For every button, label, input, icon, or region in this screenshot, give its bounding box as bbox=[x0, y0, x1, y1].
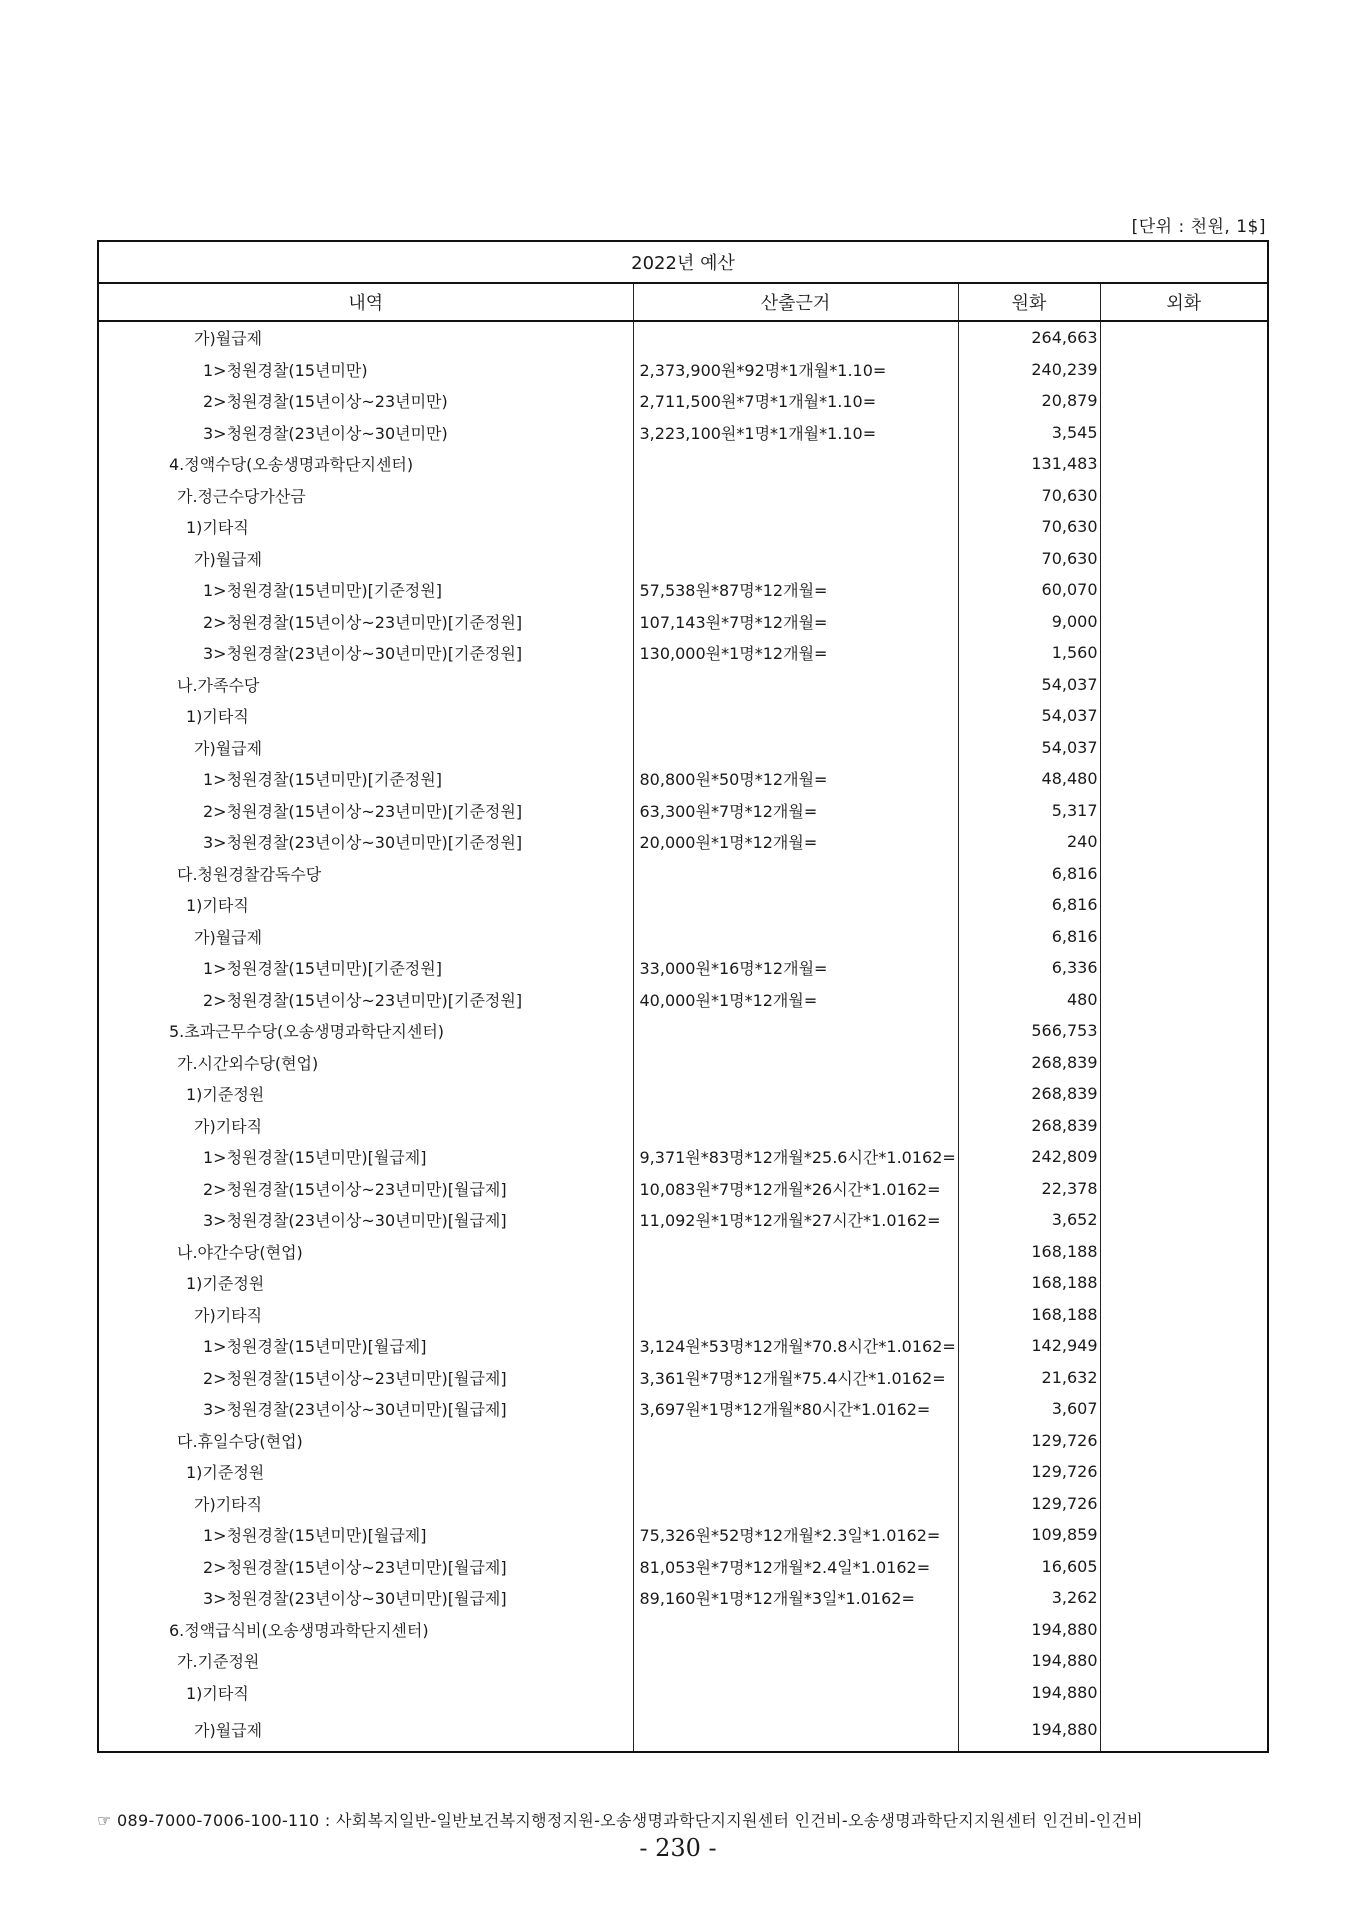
foreign-cell bbox=[1100, 1267, 1268, 1299]
budget-table bbox=[97, 240, 1269, 1753]
item-cell: 2>청원경찰(15년이상~23년미만)[월급제] bbox=[98, 1551, 633, 1583]
basis-cell bbox=[633, 889, 958, 921]
foreign-cell bbox=[1100, 385, 1268, 417]
krw-cell: 3,607 bbox=[958, 1393, 1100, 1425]
krw-cell: 194,880 bbox=[958, 1614, 1100, 1646]
krw-cell: 194,880 bbox=[958, 1708, 1100, 1752]
item-cell: 3>청원경찰(23년이상~30년미만)[기준정원] bbox=[98, 637, 633, 669]
foreign-cell bbox=[1100, 606, 1268, 638]
table-row bbox=[98, 1173, 1268, 1205]
item-cell: 1>청원경찰(15년미만)[월급제] bbox=[98, 1330, 633, 1362]
foreign-cell bbox=[1100, 543, 1268, 575]
foreign-cell bbox=[1100, 1393, 1268, 1425]
basis-cell bbox=[633, 921, 958, 953]
table-row bbox=[98, 448, 1268, 480]
table-row bbox=[98, 1519, 1268, 1551]
foreign-cell bbox=[1100, 763, 1268, 795]
table-row bbox=[98, 1645, 1268, 1677]
foreign-cell bbox=[1100, 354, 1268, 386]
basis-cell: 80,800원*50명*12개월= bbox=[633, 763, 958, 795]
foreign-cell bbox=[1100, 1645, 1268, 1677]
item-cell: 1>청원경찰(15년미만)[기준정원] bbox=[98, 574, 633, 606]
foreign-cell bbox=[1100, 1582, 1268, 1614]
basis-cell bbox=[633, 858, 958, 890]
foreign-cell bbox=[1100, 1141, 1268, 1173]
table-row bbox=[98, 1614, 1268, 1646]
basis-cell: 2,711,500원*7명*1개월*1.10= bbox=[633, 385, 958, 417]
foreign-cell bbox=[1100, 1708, 1268, 1752]
item-cell: 2>청원경찰(15년이상~23년미만)[기준정원] bbox=[98, 606, 633, 638]
foreign-cell bbox=[1100, 1330, 1268, 1362]
foreign-cell bbox=[1100, 1425, 1268, 1457]
table-row bbox=[98, 321, 1268, 354]
table-row bbox=[98, 1299, 1268, 1331]
basis-cell: 2,373,900원*92명*1개월*1.10= bbox=[633, 354, 958, 386]
krw-cell: 21,632 bbox=[958, 1362, 1100, 1394]
item-cell: 1)기타직 bbox=[98, 700, 633, 732]
foreign-cell bbox=[1100, 417, 1268, 449]
krw-cell: 480 bbox=[958, 984, 1100, 1016]
table-row bbox=[98, 354, 1268, 386]
basis-cell: 81,053원*7명*12개월*2.4일*1.0162= bbox=[633, 1551, 958, 1583]
basis-cell bbox=[633, 1425, 958, 1457]
basis-cell: 3,697원*1명*12개월*80시간*1.0162= bbox=[633, 1393, 958, 1425]
item-cell: 3>청원경찰(23년이상~30년미만) bbox=[98, 417, 633, 449]
item-cell: 3>청원경찰(23년이상~30년미만)[월급제] bbox=[98, 1582, 633, 1614]
krw-cell: 20,879 bbox=[958, 385, 1100, 417]
item-cell: 1>청원경찰(15년미만)[기준정원] bbox=[98, 952, 633, 984]
basis-cell: 33,000원*16명*12개월= bbox=[633, 952, 958, 984]
item-cell: 2>청원경찰(15년이상~23년미만)[기준정원] bbox=[98, 984, 633, 1016]
foreign-cell bbox=[1100, 448, 1268, 480]
item-cell: 3>청원경찰(23년이상~30년미만)[월급제] bbox=[98, 1393, 633, 1425]
basis-cell: 11,092원*1명*12개월*27시간*1.0162= bbox=[633, 1204, 958, 1236]
item-cell: 가)월급제 bbox=[98, 543, 633, 575]
basis-cell bbox=[633, 1047, 958, 1079]
column-header-krw: 원화 bbox=[958, 283, 1100, 321]
item-cell: 5.초과근무수당(오송생명과학단지센터) bbox=[98, 1015, 633, 1047]
basis-cell: 3,361원*7명*12개월*75.4시간*1.0162= bbox=[633, 1362, 958, 1394]
item-cell: 나.가족수당 bbox=[98, 669, 633, 701]
basis-cell bbox=[633, 1456, 958, 1488]
foreign-cell bbox=[1100, 1614, 1268, 1646]
column-header-foreign: 외화 bbox=[1100, 283, 1268, 321]
krw-cell: 129,726 bbox=[958, 1488, 1100, 1520]
foreign-cell bbox=[1100, 795, 1268, 827]
table-row bbox=[98, 637, 1268, 669]
krw-cell: 131,483 bbox=[958, 448, 1100, 480]
basis-cell bbox=[633, 1299, 958, 1331]
basis-cell: 107,143원*7명*12개월= bbox=[633, 606, 958, 638]
table-row bbox=[98, 1551, 1268, 1583]
krw-cell: 6,336 bbox=[958, 952, 1100, 984]
table-row bbox=[98, 889, 1268, 921]
krw-cell: 168,188 bbox=[958, 1267, 1100, 1299]
krw-cell: 109,859 bbox=[958, 1519, 1100, 1551]
basis-cell: 57,538원*87명*12개월= bbox=[633, 574, 958, 606]
basis-cell bbox=[633, 732, 958, 764]
item-cell: 가)월급제 bbox=[98, 921, 633, 953]
krw-cell: 268,839 bbox=[958, 1110, 1100, 1142]
krw-cell: 129,726 bbox=[958, 1425, 1100, 1457]
table-row bbox=[98, 511, 1268, 543]
basis-cell bbox=[633, 1236, 958, 1268]
krw-cell: 3,652 bbox=[958, 1204, 1100, 1236]
krw-cell: 168,188 bbox=[958, 1299, 1100, 1331]
basis-cell: 3,223,100원*1명*1개월*1.10= bbox=[633, 417, 958, 449]
foreign-cell bbox=[1100, 1110, 1268, 1142]
item-cell: 2>청원경찰(15년이상~23년미만) bbox=[98, 385, 633, 417]
foreign-cell bbox=[1100, 574, 1268, 606]
item-cell: 가.시간외수당(현업) bbox=[98, 1047, 633, 1079]
table-body bbox=[98, 321, 1268, 1752]
krw-cell: 48,480 bbox=[958, 763, 1100, 795]
table-row bbox=[98, 1677, 1268, 1709]
basis-cell bbox=[633, 1267, 958, 1299]
table-row bbox=[98, 984, 1268, 1016]
table-row bbox=[98, 385, 1268, 417]
table-row bbox=[98, 543, 1268, 575]
krw-cell: 70,630 bbox=[958, 511, 1100, 543]
basis-cell: 75,326원*52명*12개월*2.3일*1.0162= bbox=[633, 1519, 958, 1551]
krw-cell: 9,000 bbox=[958, 606, 1100, 638]
item-cell: 1)기타직 bbox=[98, 889, 633, 921]
krw-cell: 6,816 bbox=[958, 921, 1100, 953]
table-row bbox=[98, 1425, 1268, 1457]
foreign-cell bbox=[1100, 511, 1268, 543]
foreign-cell bbox=[1100, 321, 1268, 354]
krw-cell: 268,839 bbox=[958, 1047, 1100, 1079]
basis-cell: 40,000원*1명*12개월= bbox=[633, 984, 958, 1016]
item-cell: 3>청원경찰(23년이상~30년미만)[월급제] bbox=[98, 1204, 633, 1236]
foreign-cell bbox=[1100, 984, 1268, 1016]
unit-label: [단위 : 천원, 1$] bbox=[1131, 217, 1266, 237]
item-cell: 가.정근수당가산금 bbox=[98, 480, 633, 512]
krw-cell: 194,880 bbox=[958, 1645, 1100, 1677]
krw-cell: 129,726 bbox=[958, 1456, 1100, 1488]
item-cell: 가)기타직 bbox=[98, 1299, 633, 1331]
table-row bbox=[98, 1488, 1268, 1520]
basis-cell: 3,124원*53명*12개월*70.8시간*1.0162= bbox=[633, 1330, 958, 1362]
table-row bbox=[98, 1456, 1268, 1488]
basis-cell bbox=[633, 700, 958, 732]
basis-cell bbox=[633, 1645, 958, 1677]
foreign-cell bbox=[1100, 669, 1268, 701]
table-row bbox=[98, 1110, 1268, 1142]
krw-cell: 268,839 bbox=[958, 1078, 1100, 1110]
item-cell: 가)기타직 bbox=[98, 1110, 633, 1142]
basis-cell: 9,371원*83명*12개월*25.6시간*1.0162= bbox=[633, 1141, 958, 1173]
krw-cell: 54,037 bbox=[958, 700, 1100, 732]
item-cell: 가.기준정원 bbox=[98, 1645, 633, 1677]
foreign-cell bbox=[1100, 1047, 1268, 1079]
basis-cell bbox=[633, 1614, 958, 1646]
krw-cell: 240,239 bbox=[958, 354, 1100, 386]
foreign-cell bbox=[1100, 858, 1268, 890]
item-cell: 2>청원경찰(15년이상~23년미만)[기준정원] bbox=[98, 795, 633, 827]
table-row bbox=[98, 826, 1268, 858]
item-cell: 1)기준정원 bbox=[98, 1456, 633, 1488]
item-cell: 1>청원경찰(15년미만)[월급제] bbox=[98, 1141, 633, 1173]
basis-cell: 63,300원*7명*12개월= bbox=[633, 795, 958, 827]
foreign-cell bbox=[1100, 1362, 1268, 1394]
item-cell: 1>청원경찰(15년미만)[월급제] bbox=[98, 1519, 633, 1551]
table-row bbox=[98, 700, 1268, 732]
krw-cell: 54,037 bbox=[958, 669, 1100, 701]
krw-cell: 5,317 bbox=[958, 795, 1100, 827]
item-cell: 1)기준정원 bbox=[98, 1078, 633, 1110]
foreign-cell bbox=[1100, 480, 1268, 512]
krw-cell: 142,949 bbox=[958, 1330, 1100, 1362]
krw-cell: 194,880 bbox=[958, 1677, 1100, 1709]
table-row bbox=[98, 480, 1268, 512]
basis-cell bbox=[633, 1677, 958, 1709]
item-cell: 1>청원경찰(15년미만) bbox=[98, 354, 633, 386]
table-row bbox=[98, 952, 1268, 984]
krw-cell: 168,188 bbox=[958, 1236, 1100, 1268]
table-row bbox=[98, 417, 1268, 449]
table-row bbox=[98, 1204, 1268, 1236]
foreign-cell bbox=[1100, 1015, 1268, 1047]
foreign-cell bbox=[1100, 1236, 1268, 1268]
basis-cell bbox=[633, 1488, 958, 1520]
basis-cell bbox=[633, 480, 958, 512]
basis-cell bbox=[633, 448, 958, 480]
table-row bbox=[98, 669, 1268, 701]
basis-cell bbox=[633, 321, 958, 354]
item-cell: 1)기타직 bbox=[98, 1677, 633, 1709]
table-row bbox=[98, 763, 1268, 795]
basis-cell bbox=[633, 543, 958, 575]
krw-cell: 70,630 bbox=[958, 480, 1100, 512]
foreign-cell bbox=[1100, 1456, 1268, 1488]
item-cell: 가)기타직 bbox=[98, 1488, 633, 1520]
table-row bbox=[98, 1582, 1268, 1614]
basis-cell bbox=[633, 1015, 958, 1047]
item-cell: 가)월급제 bbox=[98, 732, 633, 764]
krw-cell: 3,262 bbox=[958, 1582, 1100, 1614]
item-cell: 나.야간수당(현업) bbox=[98, 1236, 633, 1268]
basis-cell: 89,160원*1명*12개월*3일*1.0162= bbox=[633, 1582, 958, 1614]
item-cell: 다.휴일수당(현업) bbox=[98, 1425, 633, 1457]
foreign-cell bbox=[1100, 921, 1268, 953]
krw-cell: 240 bbox=[958, 826, 1100, 858]
item-cell: 가)월급제 bbox=[98, 1708, 633, 1752]
item-cell: 3>청원경찰(23년이상~30년미만)[기준정원] bbox=[98, 826, 633, 858]
account-code-note: ☞ 089-7000-7006-100-110 : 사회복지일반-일반보건복지행정지원-오송생명과학단지지원센터 인건비-오송생명과학단지지원센터 인건비-인건비 bbox=[97, 1811, 1144, 1830]
table-row bbox=[98, 795, 1268, 827]
table-row bbox=[98, 1015, 1268, 1047]
basis-cell: 20,000원*1명*12개월= bbox=[633, 826, 958, 858]
foreign-cell bbox=[1100, 700, 1268, 732]
item-cell: 가)월급제 bbox=[98, 321, 633, 354]
krw-cell: 242,809 bbox=[958, 1141, 1100, 1173]
foreign-cell bbox=[1100, 1299, 1268, 1331]
table-row bbox=[98, 1047, 1268, 1079]
item-cell: 1>청원경찰(15년미만)[기준정원] bbox=[98, 763, 633, 795]
basis-cell: 10,083원*7명*12개월*26시간*1.0162= bbox=[633, 1173, 958, 1205]
krw-cell: 1,560 bbox=[958, 637, 1100, 669]
page-number: - 230 - bbox=[639, 1834, 717, 1862]
table-row bbox=[98, 1141, 1268, 1173]
foreign-cell bbox=[1100, 952, 1268, 984]
table-row bbox=[98, 732, 1268, 764]
basis-cell bbox=[633, 669, 958, 701]
krw-cell: 22,378 bbox=[958, 1173, 1100, 1205]
table-row bbox=[98, 858, 1268, 890]
table-row bbox=[98, 1236, 1268, 1268]
foreign-cell bbox=[1100, 1078, 1268, 1110]
basis-cell bbox=[633, 511, 958, 543]
table-row bbox=[98, 574, 1268, 606]
table-row bbox=[98, 606, 1268, 638]
foreign-cell bbox=[1100, 1519, 1268, 1551]
table-row bbox=[98, 1393, 1268, 1425]
basis-cell bbox=[633, 1110, 958, 1142]
item-cell: 1)기타직 bbox=[98, 511, 633, 543]
foreign-cell bbox=[1100, 1551, 1268, 1583]
krw-cell: 60,070 bbox=[958, 574, 1100, 606]
krw-cell: 566,753 bbox=[958, 1015, 1100, 1047]
item-cell: 다.청원경찰감독수당 bbox=[98, 858, 633, 890]
krw-cell: 16,605 bbox=[958, 1551, 1100, 1583]
column-header-item: 내역 bbox=[98, 283, 633, 321]
krw-cell: 6,816 bbox=[958, 889, 1100, 921]
table-row bbox=[98, 1078, 1268, 1110]
krw-cell: 6,816 bbox=[958, 858, 1100, 890]
year-header: 2022년 예산 bbox=[98, 241, 1268, 283]
foreign-cell bbox=[1100, 826, 1268, 858]
foreign-cell bbox=[1100, 637, 1268, 669]
item-cell: 4.정액수당(오송생명과학단지센터) bbox=[98, 448, 633, 480]
foreign-cell bbox=[1100, 732, 1268, 764]
foreign-cell bbox=[1100, 1173, 1268, 1205]
foreign-cell bbox=[1100, 1677, 1268, 1709]
krw-cell: 70,630 bbox=[958, 543, 1100, 575]
item-cell: 2>청원경찰(15년이상~23년미만)[월급제] bbox=[98, 1362, 633, 1394]
table-header bbox=[98, 241, 1268, 321]
foreign-cell bbox=[1100, 889, 1268, 921]
item-cell: 2>청원경찰(15년이상~23년미만)[월급제] bbox=[98, 1173, 633, 1205]
foreign-cell bbox=[1100, 1488, 1268, 1520]
basis-cell: 130,000원*1명*12개월= bbox=[633, 637, 958, 669]
table-row bbox=[98, 1362, 1268, 1394]
table-row bbox=[98, 1330, 1268, 1362]
basis-cell bbox=[633, 1708, 958, 1752]
item-cell: 1)기준정원 bbox=[98, 1267, 633, 1299]
krw-cell: 264,663 bbox=[958, 321, 1100, 354]
foreign-cell bbox=[1100, 1204, 1268, 1236]
krw-cell: 54,037 bbox=[958, 732, 1100, 764]
table-row bbox=[98, 1267, 1268, 1299]
table-row bbox=[98, 1708, 1268, 1752]
item-cell: 6.정액급식비(오송생명과학단지센터) bbox=[98, 1614, 633, 1646]
basis-cell bbox=[633, 1078, 958, 1110]
table-row bbox=[98, 921, 1268, 953]
column-header-basis: 산출근거 bbox=[633, 283, 958, 321]
krw-cell: 3,545 bbox=[958, 417, 1100, 449]
